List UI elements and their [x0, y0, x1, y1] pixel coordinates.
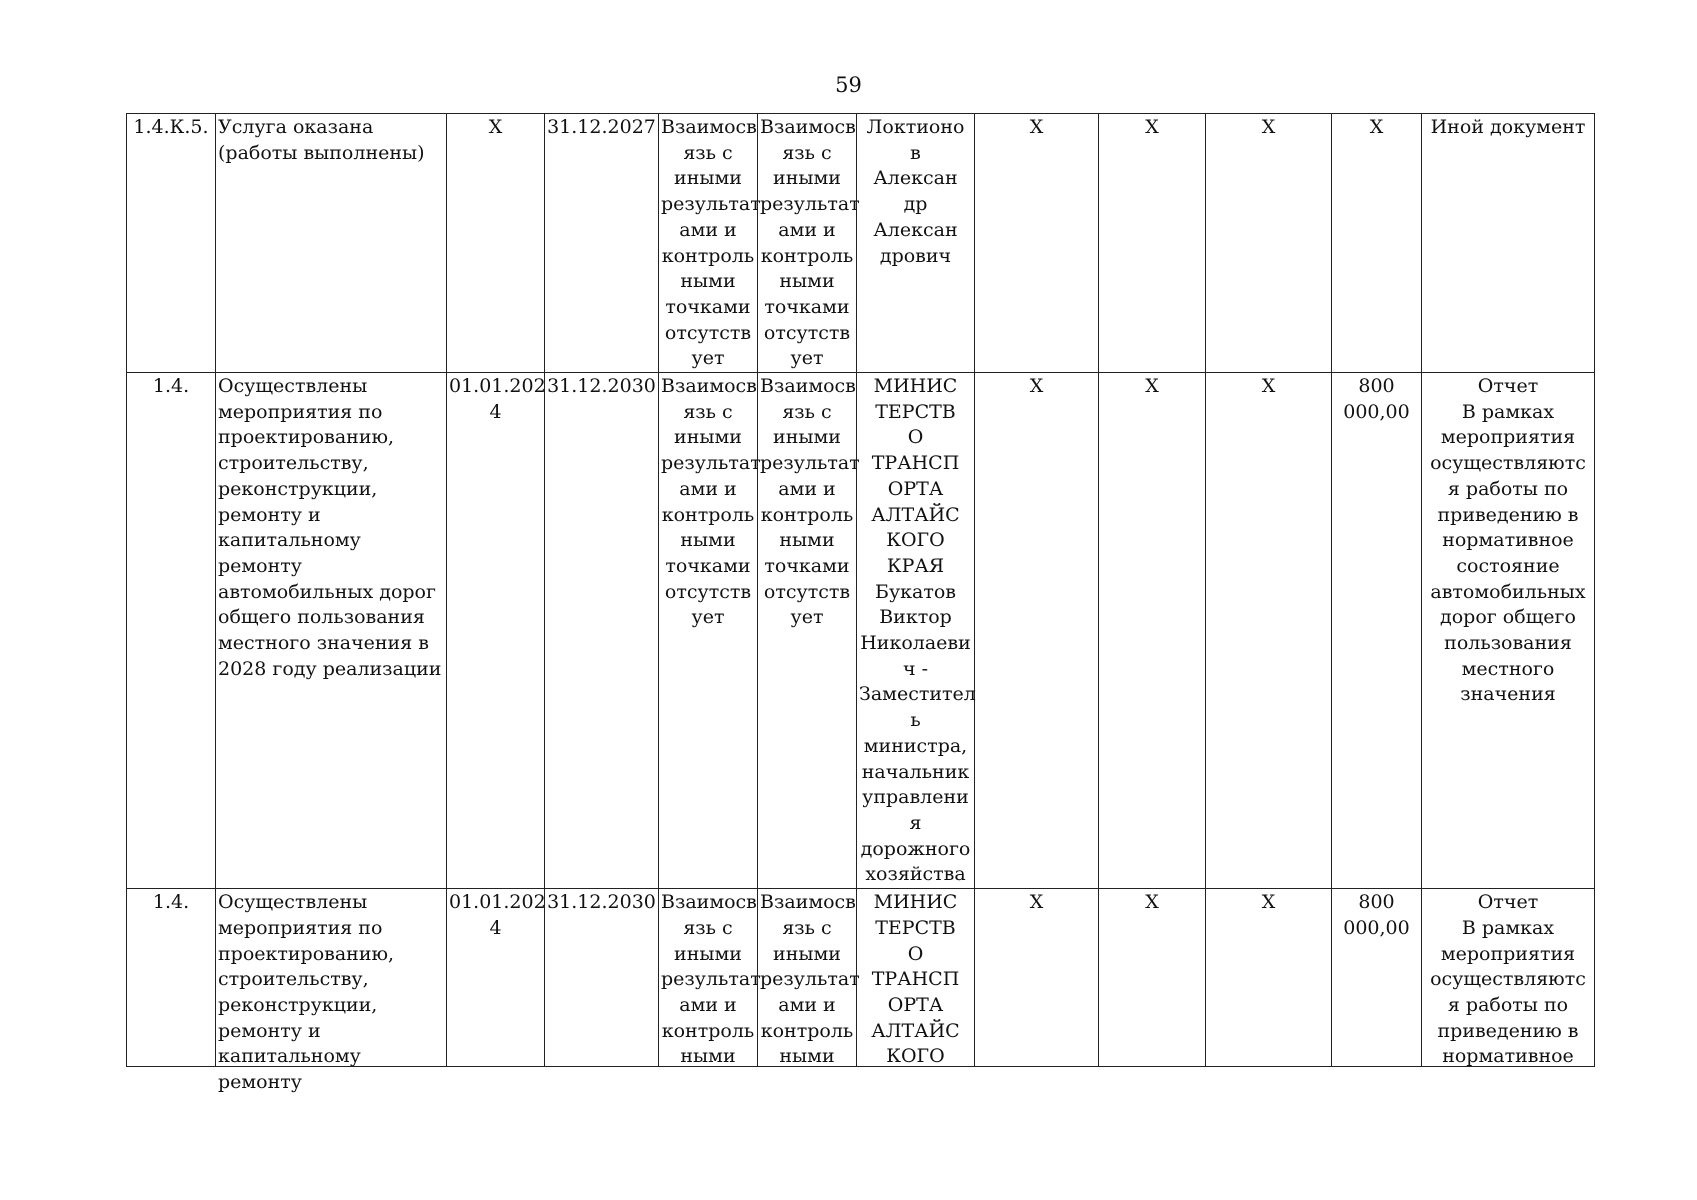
responsible-cell: Локтионо в Алексан др Алексан дрович	[857, 114, 975, 373]
amount-cell: 800 000,00	[1332, 373, 1422, 889]
column-8-cell: X	[1099, 114, 1206, 373]
table-row	[127, 114, 1595, 373]
amount-cell: X	[1332, 114, 1422, 373]
page-number: 59	[835, 73, 862, 97]
responsible-cell: МИНИС ТЕРСТВ О ТРАНСП ОРТА АЛТАЙС КОГО КРАЯ Букатов Виктор Николаеви ч - Заместител ь министра, начальник управлени я дорожного хозяйства	[857, 373, 975, 889]
link-next-cell: Взаимосв язь с иными результат ами и контроль ными	[758, 889, 857, 1067]
column-7-cell: X	[975, 889, 1099, 1067]
responsible-cell: МИНИС ТЕРСТВ О ТРАНСП ОРТА АЛТАЙС КОГО	[857, 889, 975, 1067]
result-name-cell: Услуга оказана (работы выполнены)	[216, 114, 447, 373]
column-8-cell: X	[1099, 373, 1206, 889]
column-7-cell: X	[975, 114, 1099, 373]
link-previous-cell: Взаимосв язь с иными результат ами и контроль ными	[659, 889, 758, 1067]
column-8-cell: X	[1099, 889, 1206, 1067]
table-row	[127, 889, 1595, 1067]
table-row	[127, 373, 1595, 889]
result-name-cell: Осуществлены мероприятия по проектированию, строительству, реконструкции, ремонту и капитальному ремонту	[216, 889, 447, 1067]
row-number-cell: 1.4.	[127, 889, 216, 1067]
end-date-cell: 31.12.2027	[545, 114, 659, 373]
end-date-cell: 31.12.2030	[545, 889, 659, 1067]
column-9-cell: X	[1206, 114, 1332, 373]
column-7-cell: X	[975, 373, 1099, 889]
plan-table	[126, 113, 1595, 1094]
result-name-cell: Осуществлены мероприятия по проектированию, строительству, реконструкции, ремонту и капитальному ремонту автомобильных дорог общего пользования местного значения в 2028 году реализации	[216, 373, 447, 889]
column-9-cell: X	[1206, 889, 1332, 1067]
link-next-cell: Взаимосв язь с иными результат ами и контроль ными точками отсутств ует	[758, 114, 857, 373]
document-cell: Иной документ	[1422, 114, 1595, 373]
start-date-cell: 01.01.202 4	[447, 889, 545, 1067]
column-9-cell: X	[1206, 373, 1332, 889]
document-cell: Отчет В рамках мероприятия осуществляютс я работы по приведению в нормативное	[1422, 889, 1595, 1067]
document-cell: Отчет В рамках мероприятия осуществляютс я работы по приведению в нормативное состояние автомобильных дорог общего пользования местного значения	[1422, 373, 1595, 889]
link-next-cell: Взаимосв язь с иными результат ами и контроль ными точками отсутств ует	[758, 373, 857, 889]
link-previous-cell: Взаимосв язь с иными результат ами и контроль ными точками отсутств ует	[659, 114, 758, 373]
amount-cell: 800 000,00	[1332, 889, 1422, 1067]
start-date-cell: X	[447, 114, 545, 373]
end-date-cell: 31.12.2030	[545, 373, 659, 889]
link-previous-cell: Взаимосв язь с иными результат ами и контроль ными точками отсутств ует	[659, 373, 758, 889]
row-number-cell: 1.4.	[127, 373, 216, 889]
row-number-cell: 1.4.К.5.	[127, 114, 216, 373]
start-date-cell: 01.01.202 4	[447, 373, 545, 889]
